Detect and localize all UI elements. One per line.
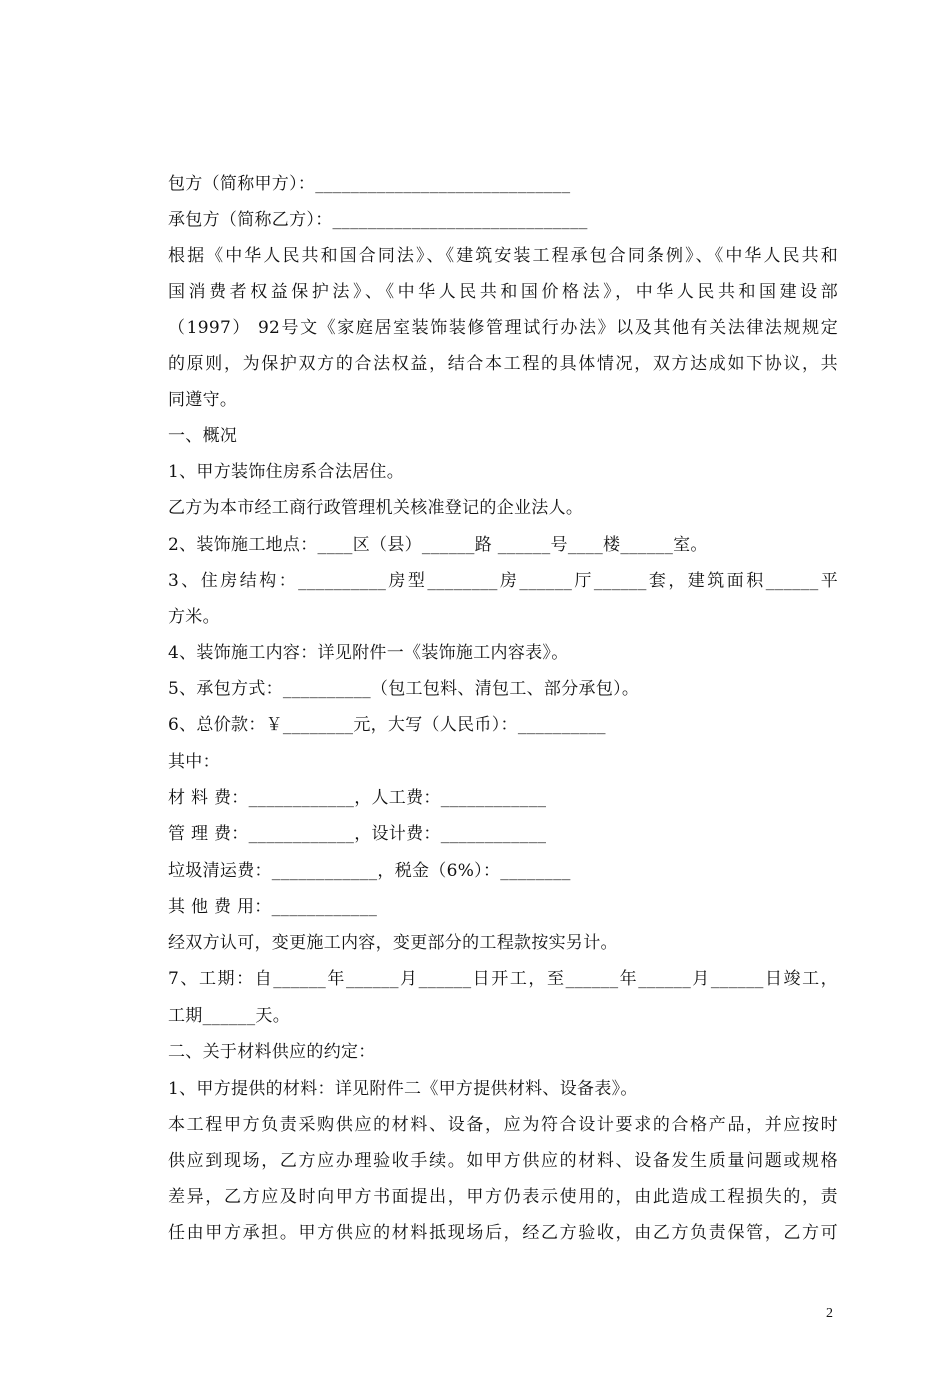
clause-line: 7、工期：自______年______月______日开工，至______年______月______日竣工， [168,969,838,989]
clause-line: 4、装饰施工内容：详见附件一《装饰施工内容表》。 [168,643,569,663]
paragraph-line: 差异，乙方应及时向甲方书面提出，甲方仍表示使用的，由此造成工程损失的，责 [168,1187,838,1207]
paragraph-line: 供应到现场，乙方应办理验收手续。如甲方供应的材料、设备发生质量问题或规格 [168,1151,838,1171]
fee-line: 垃圾清运费：____________，税金（6%）：________ [168,861,571,881]
fee-line: 管 理 费：____________，设计费：____________ [168,824,547,844]
paragraph-line: 同遵守。 [168,390,238,410]
party-b-line: 承包方（简称乙方）：_____________________________ [168,210,588,230]
clause-line: 1、甲方装饰住房系合法居住。 [168,462,405,482]
fee-line: 材 料 费：____________，人工费：____________ [168,788,547,808]
fee-line: 其 他 费 用：____________ [168,897,378,917]
clause-line: 其中： [168,752,220,772]
paragraph-line: 本工程甲方负责采购供应的材料、设备，应为符合设计要求的合格产品，并应按时 [168,1115,838,1135]
clause-line: 2、装饰施工地点：____区（县）______路 ______号____楼______室。 [168,535,708,555]
party-a-line: 包方（简称甲方）：_____________________________ [168,174,571,194]
paragraph-line: 根据《中华人民共和国合同法》、《建筑安装工程承包合同条例》、《中华人民共和 [168,246,838,266]
clause-line: 5、承包方式：__________（包工包料、清包工、部分承包）。 [168,679,640,699]
clause-line: 经双方认可，变更施工内容，变更部分的工程款按实另计。 [168,933,618,953]
clause-line: 方米。 [168,607,220,627]
clause-line: 6、总价款：￥________元，大写（人民币）：__________ [168,715,606,735]
clause-line: 1、甲方提供的材料：详见附件二《甲方提供材料、设备表》。 [168,1079,638,1099]
page-number: 2 [826,1306,833,1321]
paragraph-line: （1997） 92号文《家庭居室装饰装修管理试行办法》以及其他有关法律法规规定 [168,318,838,338]
paragraph-line: 的原则，为保护双方的合法权益，结合本工程的具体情况，双方达成如下协议，共 [168,354,838,374]
section-heading: 一、概况 [168,426,238,446]
paragraph-line: 国消费者权益保护法》、《中华人民共和国价格法》，中华人民共和国建设部 [168,282,838,302]
clause-line: 工期______天。 [168,1006,290,1026]
clause-line: 乙方为本市经工商行政管理机关核准登记的企业法人。 [168,498,584,518]
clause-line: 3、住房结构：__________房型________房______厅______套，建筑面积______平 [168,571,838,591]
section-heading: 二、关于材料供应的约定： [168,1042,376,1062]
paragraph-line: 任由甲方承担。甲方供应的材料抵现场后，经乙方验收，由乙方负责保管，乙方可 [168,1223,838,1243]
